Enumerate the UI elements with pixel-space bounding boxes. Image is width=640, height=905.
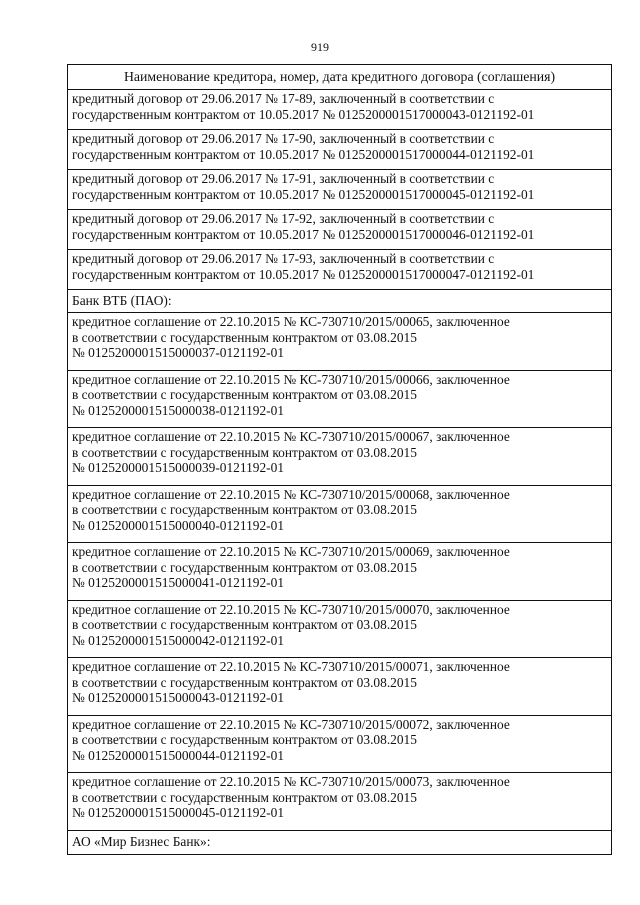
row-text-line: кредитное соглашение от 22.10.2015 № КС-730710/2015/00070, заключенное bbox=[72, 601, 510, 617]
page-number: 919 bbox=[311, 40, 329, 54]
row-text-line: № 0125200001515000043-0121192-01 bbox=[72, 690, 285, 705]
table-row bbox=[68, 371, 611, 429]
row-text-line: № 0125200001515000041-0121192-01 bbox=[72, 575, 285, 590]
row-text-line: государственным контрактом от 10.05.2017 № 0125200001517000046-0121192-01 bbox=[72, 226, 535, 242]
row-text-line: кредитный договор от 29.06.2017 № 17-91, заключенный в соответствии с bbox=[72, 171, 495, 186]
row-text-line: в соответствии с государственным контрактом от 03.08.2015 bbox=[72, 732, 417, 747]
row-text-line: в соответствии с государственным контрактом от 03.08.2015 bbox=[72, 329, 417, 345]
row-text-line: государственным контрактом от 10.05.2017 № 0125200001517000047-0121192-01 bbox=[72, 266, 535, 282]
row-text-line: в соответствии с государственным контрактом от 03.08.2015 bbox=[72, 387, 417, 402]
row-text-line: кредитный договор от 29.06.2017 № 17-90, заключенный в соответствии с bbox=[72, 131, 495, 146]
row-text-line: АО «Мир Бизнес Банк»: bbox=[72, 833, 211, 849]
table-row bbox=[68, 313, 611, 371]
table-row bbox=[68, 428, 611, 486]
row-text-line: кредитный договор от 29.06.2017 № 17-93, заключенный в соответствии с bbox=[72, 251, 495, 266]
row-text-line: в соответствии с государственным контрактом от 03.08.2015 bbox=[72, 559, 417, 575]
row-text-line: Банк ВТБ (ПАО): bbox=[72, 293, 172, 308]
table-row bbox=[68, 486, 611, 544]
row-text-line: кредитное соглашение от 22.10.2015 № КС-730710/2015/00066, заключенное bbox=[72, 371, 510, 387]
table-header: Наименование кредитора, номер, дата кредитного договора (соглашения) bbox=[68, 65, 611, 90]
row-text-line: № 0125200001515000037-0121192-01 bbox=[72, 345, 285, 360]
row-text-line: в соответствии с государственным контрактом от 03.08.2015 bbox=[72, 789, 417, 805]
row-text-line: № 0125200001515000040-0121192-01 bbox=[72, 517, 285, 533]
table-row bbox=[68, 831, 611, 854]
row-text-line: в соответствии с государственным контрактом от 03.08.2015 bbox=[72, 444, 417, 460]
row-text-line: кредитный договор от 29.06.2017 № 17-89, заключенный в соответствии с bbox=[72, 91, 495, 106]
table-body bbox=[68, 90, 611, 854]
table-row bbox=[68, 170, 611, 210]
row-text-line: в соответствии с государственным контрактом от 03.08.2015 bbox=[72, 674, 417, 690]
row-text-line: № 0125200001515000038-0121192-01 bbox=[72, 402, 285, 418]
row-text-line: кредитное соглашение от 22.10.2015 № КС-730710/2015/00073, заключенное bbox=[72, 774, 510, 789]
row-text-line: кредитное соглашение от 22.10.2015 № КС-730710/2015/00068, заключенное bbox=[72, 486, 510, 502]
row-text-line: кредитное соглашение от 22.10.2015 № КС-730710/2015/00071, заключенное bbox=[72, 659, 510, 674]
row-text-line: кредитное соглашение от 22.10.2015 № КС-730710/2015/00069, заключенное bbox=[72, 544, 510, 559]
row-text-line: государственным контрактом от 10.05.2017 № 0125200001517000043-0121192-01 bbox=[72, 106, 535, 122]
table-row bbox=[68, 601, 611, 659]
table-row bbox=[68, 250, 611, 290]
row-text-line: в соответствии с государственным контрактом от 03.08.2015 bbox=[72, 502, 417, 517]
table-row bbox=[68, 210, 611, 250]
table-row bbox=[68, 773, 611, 831]
row-text-line: в соответствии с государственным контрактом от 03.08.2015 bbox=[72, 617, 417, 632]
table-row bbox=[68, 543, 611, 601]
creditor-table bbox=[67, 64, 612, 855]
row-text-line: государственным контрактом от 10.05.2017 № 0125200001517000045-0121192-01 bbox=[72, 186, 535, 202]
row-text-line: № 0125200001515000045-0121192-01 bbox=[72, 805, 285, 820]
row-text-line: № 0125200001515000039-0121192-01 bbox=[72, 460, 285, 475]
table-row bbox=[68, 90, 611, 130]
row-text-line: кредитное соглашение от 22.10.2015 № КС-730710/2015/00067, заключенное bbox=[72, 429, 510, 444]
row-text-line: № 0125200001515000044-0121192-01 bbox=[72, 747, 285, 763]
table-row bbox=[68, 290, 611, 313]
row-text-line: государственным контрактом от 10.05.2017 № 0125200001517000044-0121192-01 bbox=[72, 146, 535, 162]
table-row bbox=[68, 716, 611, 774]
row-text-line: кредитное соглашение от 22.10.2015 № КС-730710/2015/00072, заключенное bbox=[72, 716, 510, 732]
table-row bbox=[68, 130, 611, 170]
row-text-line: № 0125200001515000042-0121192-01 bbox=[72, 632, 285, 648]
row-text-line: кредитный договор от 29.06.2017 № 17-92, заключенный в соответствии с bbox=[72, 211, 495, 226]
table-row bbox=[68, 658, 611, 716]
row-text-line: кредитное соглашение от 22.10.2015 № КС-730710/2015/00065, заключенное bbox=[72, 314, 510, 329]
